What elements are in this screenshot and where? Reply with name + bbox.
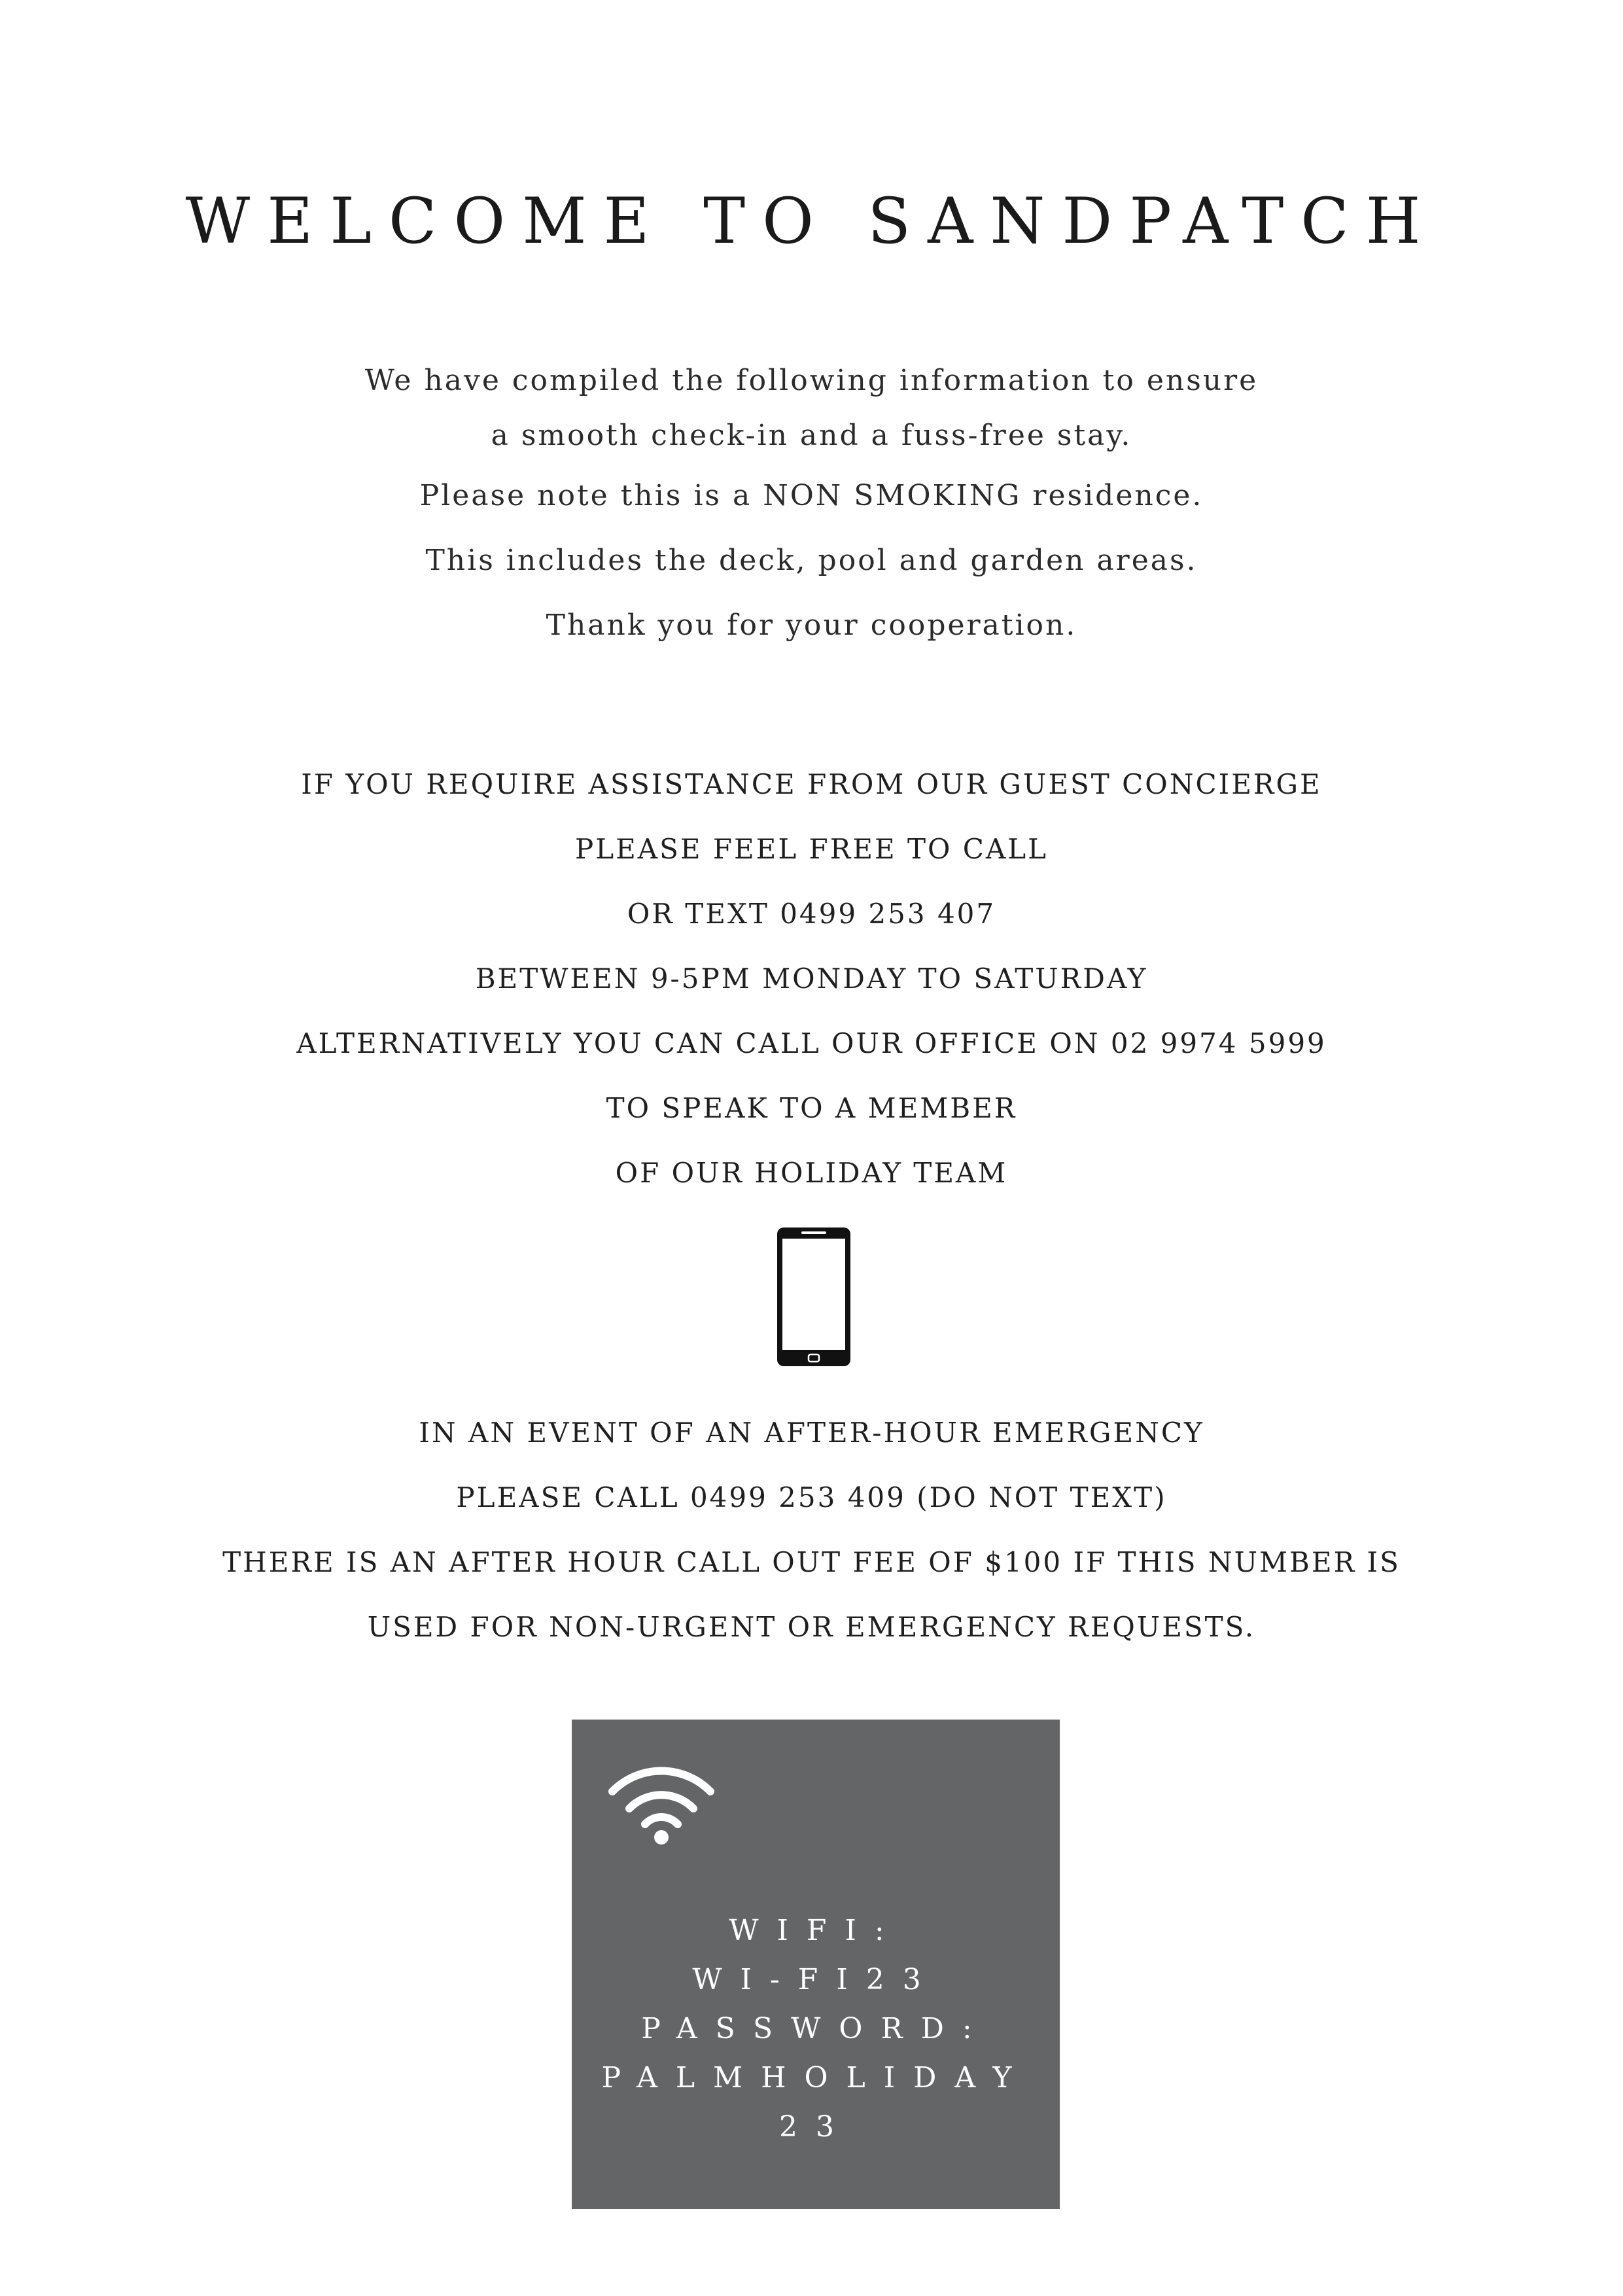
wifi-info-box xyxy=(572,1720,1060,2209)
intro-line: We have compiled the following information to ensure xyxy=(364,364,1259,397)
wifi-line: PALMHOLIDAY xyxy=(601,2061,1030,2094)
emergency-line: USED FOR NON-URGENT OR EMERGENCY REQUESTS. xyxy=(367,1611,1256,1643)
concierge-line: TO SPEAK TO A MEMBER xyxy=(606,1092,1017,1124)
intro-paragraph xyxy=(0,366,1623,640)
page-title: WELCOME TO SANDPATCH xyxy=(185,185,1438,258)
wifi-credentials xyxy=(572,1906,1060,2151)
concierge-line: OF OUR HOLIDAY TEAM xyxy=(615,1157,1008,1189)
intro-line: Please note this is a NON SMOKING residence. xyxy=(419,479,1204,512)
emergency-line: THERE IS AN AFTER HOUR CALL OUT FEE OF $100 IF THIS NUMBER IS xyxy=(222,1546,1401,1578)
wifi-line: WI-FI23 xyxy=(692,1963,939,1996)
concierge-info xyxy=(0,762,1623,1215)
intro-line: a smooth check-in and a fuss-free stay. xyxy=(491,419,1132,452)
emergency-line: PLEASE CALL 0499 253 409 (DO NOT TEXT) xyxy=(456,1481,1167,1513)
wifi-line: WIFI: xyxy=(729,1914,903,1947)
concierge-line: IF YOU REQUIRE ASSISTANCE FROM OUR GUEST CONCIERGE xyxy=(301,768,1322,800)
concierge-line: ALTERNATIVELY YOU CAN CALL OUR OFFICE ON 02 9974 5999 xyxy=(296,1027,1327,1059)
concierge-line: OR TEXT 0499 253 407 xyxy=(627,898,996,930)
wifi-line: PASSWORD: xyxy=(641,2012,990,2045)
smartphone-icon xyxy=(775,1226,852,1368)
emergency-info xyxy=(0,1410,1623,1669)
wifi-line: 23 xyxy=(779,2110,852,2144)
wifi-icon xyxy=(606,1760,717,1845)
emergency-line: IN AN EVENT OF AN AFTER-HOUR EMERGENCY xyxy=(419,1417,1204,1449)
concierge-line: PLEASE FEEL FREE TO CALL xyxy=(574,833,1049,865)
concierge-line: BETWEEN 9-5PM MONDAY TO SATURDAY xyxy=(475,963,1148,995)
intro-line: This includes the deck, pool and garden areas. xyxy=(425,544,1198,577)
intro-line: Thank you for your cooperation. xyxy=(546,609,1077,642)
